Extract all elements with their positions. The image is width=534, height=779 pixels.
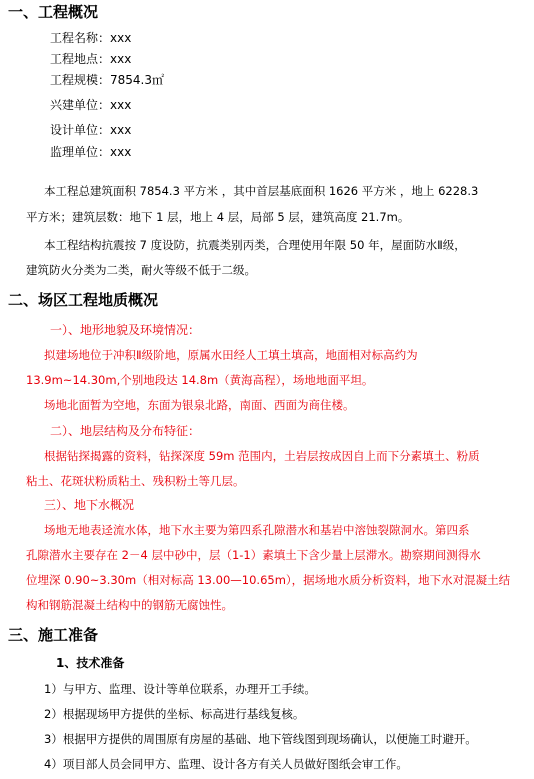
preparation-item-2: 2）根据现场甲方提供的坐标、标高进行基线复核。 [44,707,305,721]
project-scale: 工程规模：7854.3㎡ [50,73,164,87]
preparation-item-4: 4）项目部人员会同甲方、监理、设计各方有关人员做好图纸会审工作。 [44,757,408,771]
surroundings-paragraph: 场地北面暂为空地，东面为银泉北路，南面、西面为商住楼。 [44,398,355,412]
overview-paragraph-2-line-2: 建筑防火分类为二类，耐火等级不低于二级。 [26,263,256,277]
terrain-paragraph-line-2: 13.9m~14.30m,个别地段达 14.8m（黄海高程），场地地面平坦。 [26,373,374,387]
overview-paragraph-1-line-1: 本工程总建筑面积 7854.3 平方米 ，其中首层基底面积 1626 平方米 ，地上 6228.3 [44,184,479,198]
project-builder: 兴建单位：xxx [50,98,132,112]
geology-subheading-terrain: 一）、地形地貌及环境情况： [50,323,201,337]
project-designer: 设计单位：xxx [50,123,132,137]
preparation-item-3: 3）根据甲方提供的周围原有房屋的基础、地下管线图到现场确认，以便施工时避开。 [44,732,477,746]
groundwater-paragraph-line-4: 构和钢筋混凝土结构中的钢筋无腐蚀性。 [26,598,233,612]
groundwater-paragraph-line-3: 位埋深 0.90~3.30m（相对标高 13.00—10.65m），据场地水质分析资料，地下水对混凝土结 [26,573,511,587]
section-title-geology: 二、场区工程地质概况 [8,291,159,309]
project-name: 工程名称：xxx [50,31,132,45]
geology-subheading-strata: 二）、地层结构及分布特征： [50,424,201,438]
geology-subheading-groundwater: 三）、地下水概况 [44,498,135,512]
overview-paragraph-2-line-1: 本工程结构抗震按 7 度设防，抗震类别丙类，合理使用年限 50 年，屋面防水Ⅱ级， [44,238,466,252]
preparation-item-1: 1）与甲方、监理、设计等单位联系，办理开工手续。 [44,682,316,696]
project-supervisor: 监理单位：xxx [50,145,132,159]
section-title-preparation: 三、施工准备 [8,626,99,644]
groundwater-paragraph-line-1: 场地无地表迳流水体，地下水主要为第四系孔隙潜水和基岩中溶蚀裂隙洞水。第四系 [44,523,470,537]
preparation-subheading-technical: 1、技术准备 [56,656,125,670]
project-location: 工程地点：xxx [50,52,132,66]
groundwater-paragraph-line-2: 孔隙潜水主要存在 2－4 层中砂中，层（1-1）素填土下含少量上层滞水。勘察期间测得水 [26,548,481,562]
overview-paragraph-1-line-2: 平方米；建筑层数：地下 1 层，地上 4 层，局部 5 层，建筑高度 21.7m。 [26,210,410,224]
strata-paragraph-line-1: 根据钻探揭露的资料，钻探深度 59m 范围内，土岩层按成因自上而下分素填土、粉质 [44,449,480,463]
terrain-paragraph-line-1: 拟建场地位于冲积Ⅱ级阶地，原属水田经人工填土填高，地面相对标高约为 [44,348,418,362]
section-title-overview: 一、工程概况 [8,3,99,21]
strata-paragraph-line-2: 粘土、花斑状粉质粘土、残积粉土等几层。 [26,474,245,488]
